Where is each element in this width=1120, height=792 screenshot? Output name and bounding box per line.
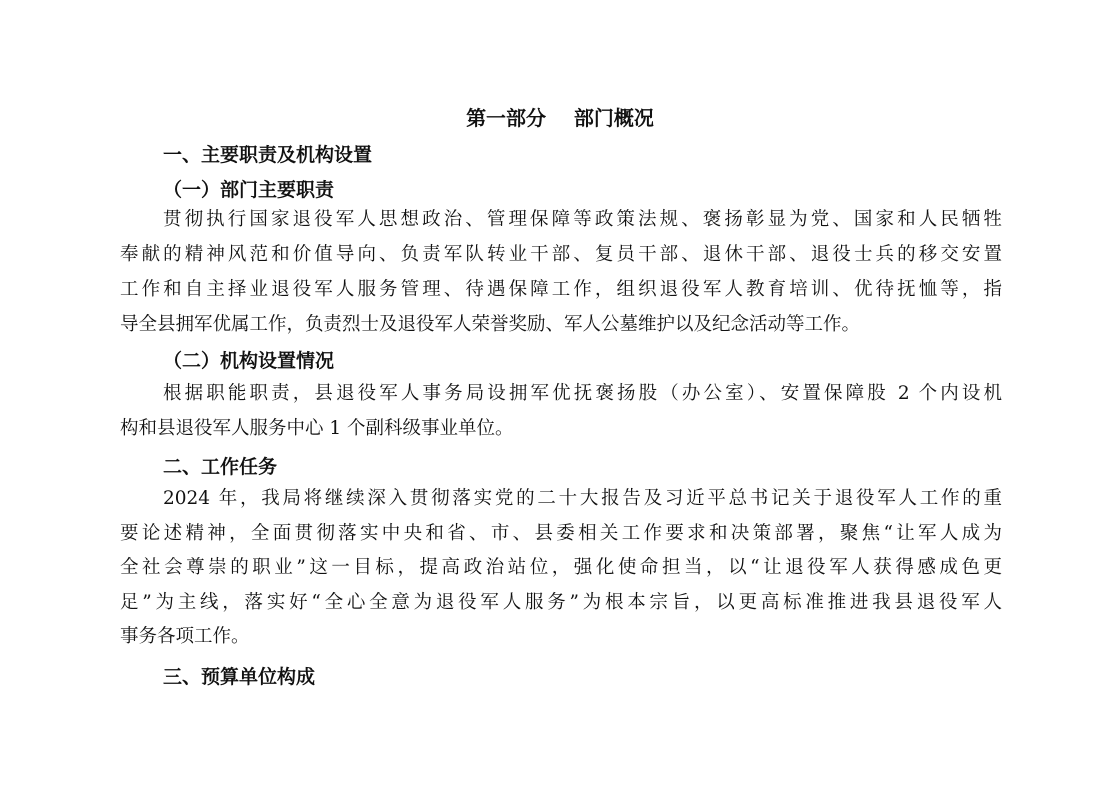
section-heading-1: 一、主要职责及机构设置	[163, 144, 373, 166]
paragraph-line: 根据职能职责，县退役军人事务局设拥军优抚褒扬股（办公室）、安置保障股 2 个内设机	[163, 383, 1002, 404]
paragraph-line: 2024 年，我局将继续深入贯彻落实党的二十大报告及习近平总书记关于退役军人工作的重	[163, 488, 1002, 509]
paragraph-line: 导全县拥军优属工作，负责烈士及退役军人荣誉奖励、军人公墓维护以及纪念活动等工作。	[120, 314, 861, 335]
paragraph-line: 贯彻执行国家退役军人思想政治、管理保障等政策法规、褒扬彰显为党、国家和人民牺牲	[163, 209, 1002, 230]
section-heading-2: 二、工作任务	[163, 456, 278, 478]
paragraph-line: 全社会尊崇的职业”这一目标，提高政治站位，强化使命担当，以“让退役军人获得感成色更	[120, 557, 1002, 578]
paragraph-line: 奉献的精神风范和价值导向、负责军队转业干部、复员干部、退休干部、退役士兵的移交安置	[120, 244, 1002, 265]
paragraph-line: 要论述精神，全面贯彻落实中央和省、市、县委相关工作要求和决策部署，聚焦“让军人成为	[120, 523, 1002, 544]
section-heading-3: 三、预算单位构成	[163, 666, 316, 688]
paragraph-line: 构和县退役军人服务中心 1 个副科级事业单位。	[120, 418, 514, 439]
paragraph-line: 事务各项工作。	[120, 626, 250, 647]
paragraph-line: 工作和自主择业退役军人服务管理、待遇保障工作，组织退役军人教育培训、优待抚恤等，指	[120, 279, 1002, 300]
page-title: 第一部分 部门概况	[466, 106, 654, 130]
paragraph-line: 足”为主线，落实好“全心全意为退役军人服务”为根本宗旨，以更高标准推进我县退役军人	[120, 592, 1002, 613]
subsection-heading-2: （二）机构设置情况	[163, 350, 335, 372]
subsection-heading-1: （一）部门主要职责	[163, 179, 335, 201]
